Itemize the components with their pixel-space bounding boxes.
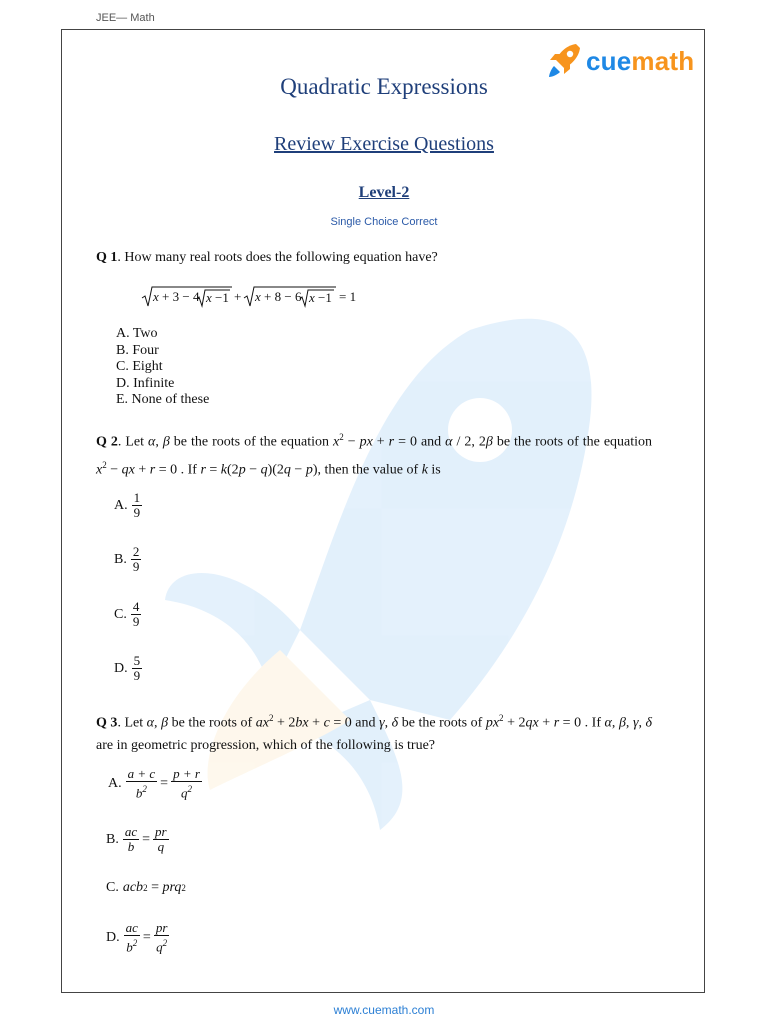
question-2: Q 2. Let α, β be the roots of the equation $x^2$ − px + r = 0 and α / 2, 2β be the roots of the equation $x^2$ − qx + r = 0 . If r = k(2p − q)(2q − p), then the value of k is	[96, 432, 653, 478]
q2-option-d[interactable]: D. $\frac{5}{9}$	[114, 653, 141, 683]
question-1	[96, 247, 652, 269]
q3-option-b[interactable]: B. $\frac{ac}{b}$ = $\frac{pr}{q}$	[106, 824, 167, 854]
question-3: Q 3. Let α, β be the roots of $ax^2 + 2bx + c = 0$ and γ, δ be the roots of $px^2 + 2qx + r = 0$ . If α, β, γ, δ are in geometric progression, which of the following is true?	[96, 713, 653, 753]
option-c[interactable]: C. Eight	[116, 359, 163, 374]
svg-text:= 1: = 1	[339, 289, 357, 304]
svg-text:x + 3 − 4: x + 3 − 4	[153, 289, 200, 304]
question-1-text: . How many real roots does the following equation have?	[117, 250, 438, 265]
option-a[interactable]: A. Two	[116, 326, 158, 341]
option-d[interactable]: D. Infinite	[116, 375, 175, 391]
header-tag: JEE— Math	[96, 12, 155, 24]
question-1-options	[116, 326, 209, 409]
svg-text:x + 8 − 6: x + 8 − 6	[255, 289, 302, 304]
q3-option-d[interactable]: D. $\frac{ac}{b^2}$ = $\frac{pr}{q^2}$	[106, 920, 168, 955]
svg-text:x −1: x −1	[206, 290, 229, 305]
question-type: Single Choice Correct	[330, 216, 438, 228]
page-subtitle: Review Exercise Questions	[274, 133, 494, 155]
question-1-equation	[140, 284, 380, 310]
question-1-label: Q 1	[96, 250, 118, 265]
q2-option-a[interactable]: A. $\frac{1}{9}$	[114, 490, 141, 520]
level-heading: Level-2	[358, 184, 410, 201]
svg-text:+: +	[234, 289, 242, 304]
question-2-label: Q 2	[96, 434, 118, 450]
q3-option-a[interactable]: A. $\frac{a + c}{b^2}$ = $\frac{p + r}{q^2}$	[108, 766, 200, 801]
question-3-label: Q 3	[96, 715, 118, 731]
q2-option-c[interactable]: C. $\frac{4}{9}$	[114, 599, 140, 629]
page-title: Quadratic Expressions	[280, 74, 488, 99]
q2-option-b[interactable]: B. $\frac{2}{9}$	[114, 544, 140, 574]
svg-text:x −1: x −1	[309, 290, 332, 305]
footer-link[interactable]: www.cuemath.com	[333, 1003, 435, 1017]
logo-wordmark: cuemath	[586, 45, 695, 76]
option-b[interactable]: B. Four	[116, 342, 159, 358]
option-e[interactable]: E. None of these	[116, 392, 210, 407]
q3-option-c[interactable]: C. acb 2 = prq 2	[106, 880, 186, 895]
